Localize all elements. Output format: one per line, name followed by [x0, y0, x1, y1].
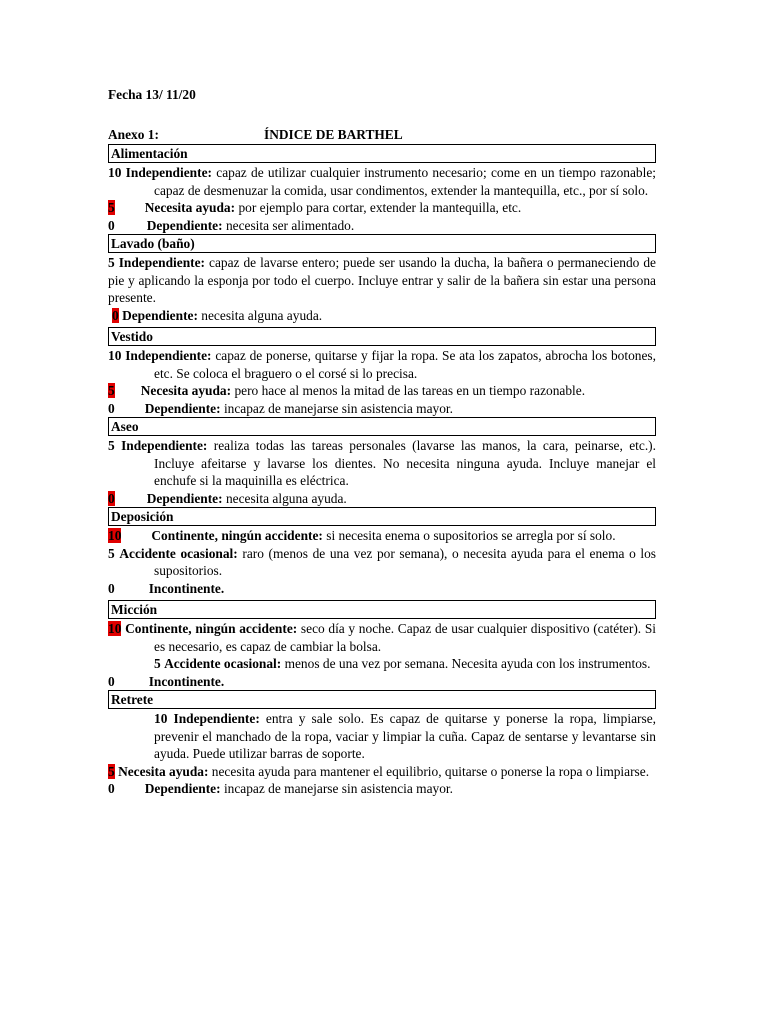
- score: 10: [108, 165, 122, 180]
- item-text: necesita ser alimentado.: [225, 217, 355, 233]
- item-text: seco día y noche. Capaz de usar cualquier dispositivo (catéter). Si es necesario, es capaz de cambiar la bolsa.: [154, 621, 656, 654]
- item-label: Incontinente.: [148, 673, 225, 689]
- item-retrete-0: [108, 780, 656, 798]
- item-text: necesita ayuda para mantener el equilibrio, quitarse o ponerse la ropa o limpiarse.: [211, 763, 650, 779]
- item-text: raro (menos de una vez por semana), o necesita ayuda para el enema o los supositorios.: [154, 545, 657, 578]
- item-label: Accidente ocasional:: [164, 656, 282, 671]
- item-text: capaz de lavarse entero; puede ser usando la ducha, la bañera o permaneciendo de pie y aplicando la esponja por todo el cuerpo. Incluye entrar y salir de la bañera sin estar una persona presente.: [108, 255, 656, 305]
- item-deposicion-0: [108, 580, 656, 598]
- score-highlighted: 10: [108, 621, 122, 636]
- item-label: Continente, ningún accidente:: [151, 528, 323, 543]
- score-highlighted: 5: [108, 763, 115, 779]
- barthel-index: [108, 144, 656, 798]
- score-highlighted: 0: [112, 307, 119, 323]
- score: 10: [154, 711, 168, 726]
- item-text: incapaz de manejarse sin asistencia mayor.: [223, 781, 453, 796]
- item-text: capaz de utilizar cualquier instrumento necesario; come en un tiempo razonable; capaz de desmenuzar la comida, usar condimentos, extender la mantequilla, etc., por sí solo.: [154, 165, 657, 198]
- annex-label: Anexo 1:: [108, 127, 159, 142]
- item-label: Necesita ayuda:: [118, 763, 209, 779]
- score: 0: [108, 217, 115, 233]
- item-alimentacion-5: [108, 199, 656, 217]
- item-miccion-10: [108, 620, 656, 655]
- item-retrete-10: [108, 710, 656, 763]
- item-text: pero hace al menos la mitad de las tareas en un tiempo razonable.: [234, 383, 586, 398]
- item-label: Necesita ayuda:: [140, 383, 232, 398]
- item-label: Independiente:: [125, 165, 212, 180]
- item-text: necesita alguna ayuda.: [225, 490, 347, 506]
- item-deposicion-10: [108, 527, 656, 545]
- item-text: entra y sale solo. Es capaz de quitarse y ponerse la ropa, limpiarse, prevenir el manchado de la ropa, vaciar y limpiar la cuña. Capaz de sentarse y levantarse sin ayuda. Puede utilizar barras de soporte.: [154, 711, 656, 761]
- item-lavado-5: [108, 254, 656, 307]
- score-highlighted: 5: [108, 200, 115, 215]
- item-text: menos de una vez por semana. Necesita ayuda con los instrumentos.: [284, 656, 651, 671]
- item-aseo-0: [108, 490, 656, 508]
- item-text: capaz de ponerse, quitarse y fijar la ropa. Se ata los zapatos, abrocha los botones, etc. Se coloca el braguero o el corsé si lo precisa.: [154, 348, 656, 381]
- item-label: Dependiente:: [146, 490, 223, 506]
- item-label: Independiente:: [118, 255, 206, 270]
- item-deposicion-5: [108, 545, 656, 580]
- section-heading-deposicion: Deposición: [108, 507, 656, 526]
- item-label: Necesita ayuda:: [144, 200, 236, 215]
- score: 0: [108, 673, 115, 689]
- item-label: Dependiente:: [122, 307, 198, 323]
- item-text: si necesita enema o supositorios se arregla por sí solo.: [326, 528, 616, 543]
- item-miccion-0: [108, 673, 656, 691]
- item-text: por ejemplo para cortar, extender la mantequilla, etc.: [238, 200, 522, 215]
- item-text: incapaz de manejarse sin asistencia mayor.: [223, 400, 453, 416]
- score: 5: [154, 656, 161, 671]
- item-text: realiza todas las tareas personales (lavarse las manos, la cara, peinarse, etc.). Incluye afeitarse y lavarse los dientes. No necesita ninguna ayuda. Incluye manejar el enchufe si la maquinilla es eléctrica.: [154, 438, 656, 488]
- score: 5: [108, 255, 115, 270]
- item-vestido-5: [108, 382, 656, 400]
- score: 0: [108, 580, 115, 596]
- item-vestido-0: [108, 400, 656, 418]
- item-text: necesita alguna ayuda.: [201, 307, 323, 323]
- item-lavado-0: [108, 307, 656, 325]
- section-heading-miccion: Micción: [108, 600, 656, 619]
- item-label: Incontinente.: [148, 580, 225, 596]
- score-highlighted: 0: [108, 490, 115, 506]
- item-label: Accidente ocasional:: [119, 545, 238, 561]
- section-heading-alimentacion: Alimentación: [108, 144, 656, 163]
- annex-header: [108, 126, 668, 144]
- item-label: Independiente:: [121, 438, 208, 453]
- item-label: Independiente:: [173, 711, 260, 726]
- document-title: ÍNDICE DE BARTHEL: [264, 127, 403, 142]
- section-heading-aseo: Aseo: [108, 417, 656, 436]
- item-miccion-5: [108, 655, 656, 673]
- date-line: Fecha 13/ 11/20: [108, 87, 196, 102]
- score: 5: [108, 438, 115, 453]
- item-label: Continente, ningún accidente:: [125, 621, 298, 636]
- section-heading-lavado: Lavado (baño): [108, 234, 656, 253]
- item-alimentacion-10: [108, 164, 656, 199]
- item-retrete-5: [108, 763, 656, 781]
- score: 0: [108, 781, 115, 796]
- item-alimentacion-0: [108, 217, 656, 235]
- score: 5: [108, 545, 115, 561]
- section-heading-retrete: Retrete: [108, 690, 656, 709]
- item-vestido-10: [108, 347, 656, 382]
- section-heading-vestido: Vestido: [108, 327, 656, 346]
- item-label: Dependiente:: [146, 217, 223, 233]
- item-label: Dependiente:: [144, 781, 221, 796]
- item-label: Dependiente:: [144, 400, 221, 416]
- item-aseo-5: [108, 437, 656, 490]
- item-label: Independiente:: [125, 348, 212, 363]
- score-highlighted: 10: [108, 528, 122, 543]
- score: 10: [108, 348, 122, 363]
- score-highlighted: 5: [108, 383, 115, 398]
- score: 0: [108, 400, 115, 416]
